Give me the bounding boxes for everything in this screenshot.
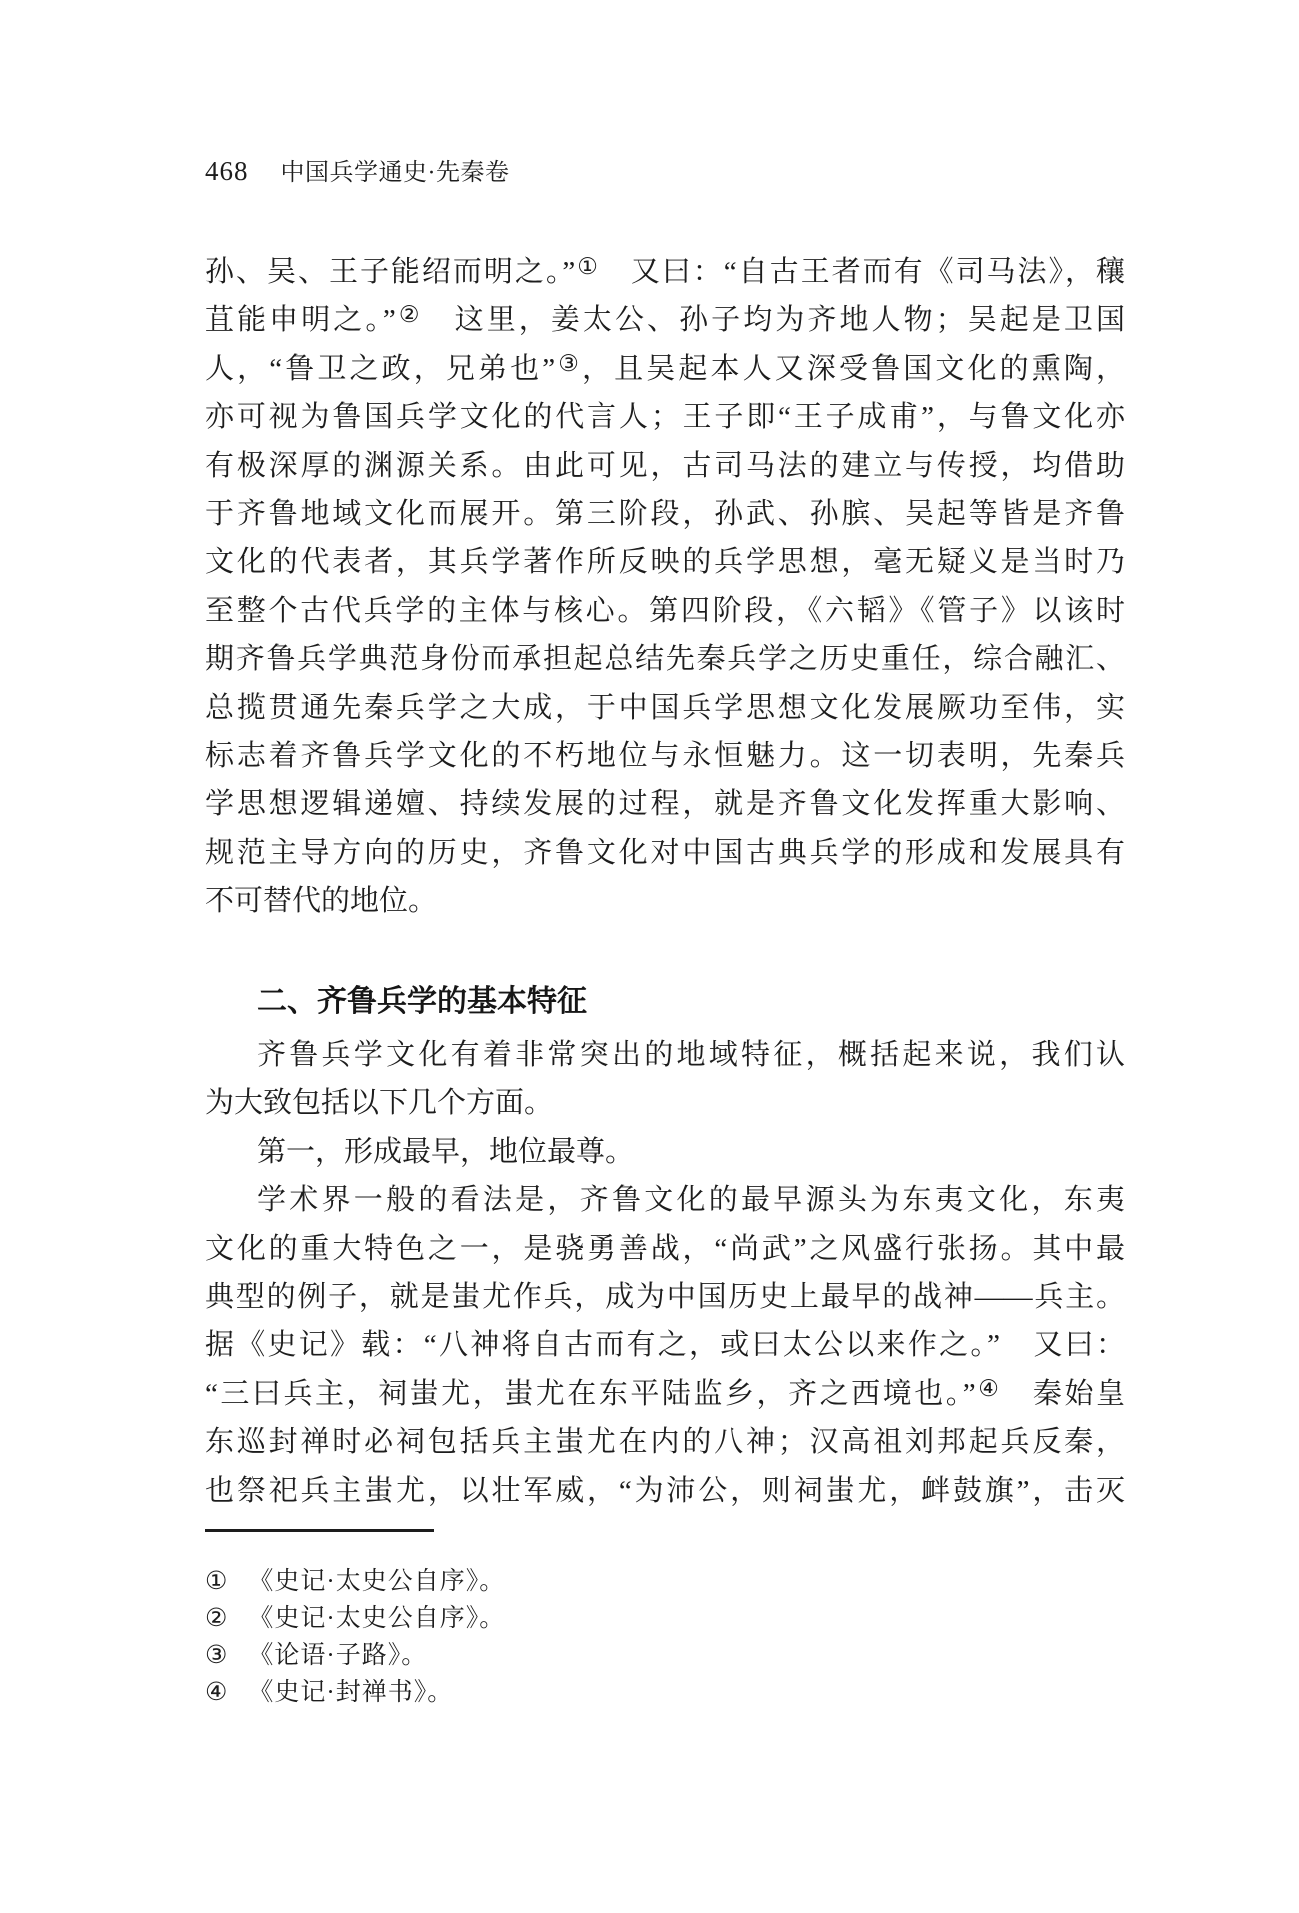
paragraphs-2-4 [205, 1031, 1125, 1515]
page-number: 468 [205, 156, 249, 186]
footnote-marker: ③ [205, 1642, 229, 1669]
body-line: 东巡封禅时必祠包括兵主蚩尤在内的八神；汉高祖刘邦起兵反秦， [205, 1426, 1125, 1459]
body-line: 亦可视为鲁国兵学文化的代言人；王子即“王子成甫”，与鲁文化亦 [205, 401, 1125, 434]
footnote-marker: ④ [205, 1679, 229, 1706]
footnote-marker: ① [205, 1568, 229, 1595]
body-line: 期齐鲁兵学典范身份而承担起总结先秦兵学之历史重任，综合融汇、 [205, 643, 1125, 676]
body-line: 总揽贯通先秦兵学之大成，于中国兵学思想文化发展厥功至伟，实 [205, 691, 1125, 724]
footnote-ref: ① [575, 254, 600, 279]
footnote-text: 《史记·封禅书》。 [248, 1679, 454, 1706]
footnote-row [205, 1600, 1125, 1637]
paragraph-1 [205, 248, 1125, 925]
footnote-row [205, 1637, 1125, 1674]
body-line: 也祭祀兵主蚩尤，以壮军威，“为沛公，则祠蚩尤，衅鼓旗”，击灭 [205, 1474, 1125, 1507]
body-line: 文化的代表者，其兵学著作所反映的兵学思想，毫无疑义是当时乃 [205, 546, 1125, 579]
body-line: 文化的重大特色之一，是骁勇善战，“尚武”之风盛行张扬。其中最 [205, 1232, 1125, 1265]
body-line: 人，“鲁卫之政，兄弟也”③，且吴起本人又深受鲁国文化的熏陶， [205, 350, 1125, 385]
footnote-marker: ② [205, 1605, 229, 1632]
body-line: “三曰兵主，祠蚩尤，蚩尤在东平陆监乡，齐之西境也。”④ 秦始皇 [205, 1375, 1125, 1410]
body-line: 孙、吴、王子能绍而明之。”① 又曰：“自古王者而有《司马法》，穰 [205, 254, 1126, 288]
body-line: 第一，形成最早，地位最尊。 [257, 1135, 635, 1168]
body-line: 据《史记》载：“八神将自古而有之，或曰太公以来作之。” 又曰： [205, 1329, 1125, 1362]
page-header [205, 152, 1125, 187]
footnote-ref: ④ [975, 1375, 1002, 1401]
body-line: 典型的例子，就是蚩尤作兵，成为中国历史上最早的战神——兵主。 [205, 1280, 1125, 1313]
body-line: 有极深厚的渊源关系。由此可见，古司马法的建立与传授，均借助 [205, 449, 1125, 482]
body-line: 于齐鲁地域文化而展开。第三阶段，孙武、孙膑、吴起等皆是齐鲁 [205, 497, 1125, 530]
footnote-ref: ③ [555, 350, 582, 376]
footnote-divider [205, 1529, 434, 1532]
footnotes [205, 1563, 1125, 1711]
footnote-ref: ② [395, 302, 423, 328]
body-line: 至整个古代兵学的主体与核心。第四阶段，《六韬》《管子》以该时 [205, 594, 1125, 627]
body-line: 齐鲁兵学文化有着非常突出的地域特征，概括起来说，我们认 [257, 1039, 1125, 1071]
footnote-text: 《史记·太史公自序》。 [248, 1605, 506, 1632]
body-line: 标志着齐鲁兵学文化的不朽地位与永恒魅力。这一切表明，先秦兵 [205, 739, 1125, 772]
body-line: 不可替代的地位。 [205, 885, 438, 918]
body-line: 苴能申明之。”② 这里，姜太公、孙子均为齐地人物；吴起是卫国 [205, 302, 1126, 337]
footnote-row [205, 1674, 1125, 1711]
footnote-text: 《史记·太史公自序》。 [248, 1568, 506, 1595]
body-line: 规范主导方向的历史，齐鲁文化对中国古典兵学的形成和发展具有 [205, 836, 1125, 869]
book-title: 中国兵学通史·先秦卷 [280, 160, 510, 186]
section-heading: 二、齐鲁兵学的基本特征 [257, 985, 587, 1018]
body-line: 为大致包括以下几个方面。 [205, 1087, 554, 1120]
body-line: 学思想逻辑递嬗、持续发展的过程，就是齐鲁文化发挥重大影响、 [205, 788, 1125, 821]
footnote-text: 《论语·子路》。 [248, 1642, 428, 1669]
body-line: 学术界一般的看法是，齐鲁文化的最早源头为东夷文化，东夷 [257, 1184, 1125, 1217]
footnote-row [205, 1563, 1125, 1600]
